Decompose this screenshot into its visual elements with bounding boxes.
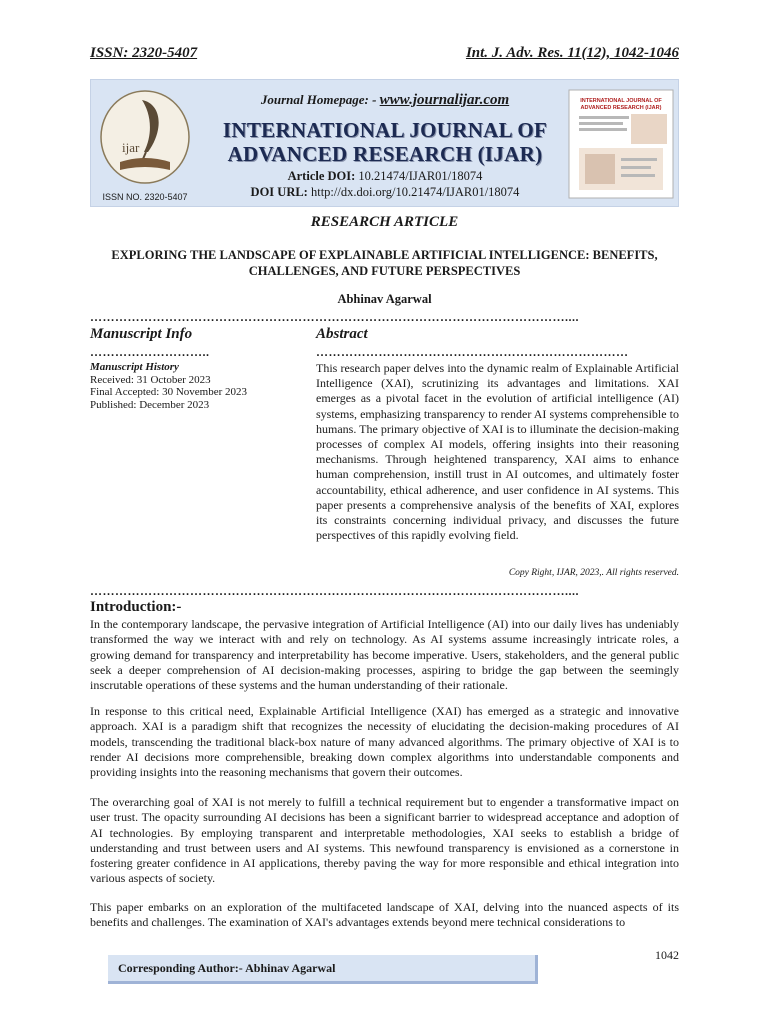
abstract-text: This research paper delves into the dynamic realm of Explainable Artificial Intelligence (XAI), scrutinizing its advantages and limitations. XAI emerges as a pivotal facet in the evolution of artificial intelligence (AI) systems, emphasizing transparency to render AI systems comprehensible to humans. The primary objective of XAI is to illuminate the decision-making processes of complex AI models, offering insights into their reasoning mechanisms. Through heightened transparency, XAI aims to enhance human comprehension, instill trust in AI outcomes, and ultimately foster accountability, ethical adherence, and user confidence in AI systems. This paper presents a comprehensive analysis of the benefits of XAI, explores its constraints concerning individual privacy, and discusses the future perspectives of this rapidly evolving field. [316,361,679,543]
issn-label: ISSN: 2320-5407 [90,45,198,61]
journal-name [205,118,565,166]
homepage-link[interactable]: www.journalijar.com [379,92,510,108]
accepted-date: Final Accepted: 30 November 2023 [90,386,248,398]
paper-title [100,247,669,279]
history-label: Manuscript History [90,361,179,373]
article-type: RESEARCH ARTICLE [310,214,459,230]
published-date: Published: December 2023 [90,398,210,411]
logo-issn: ISSN NO. 2320-5407 [102,192,188,202]
article-doi-label: Article DOI: [287,169,356,183]
doi-url-label: DOI URL: [250,185,308,199]
paper-title-line1: EXPLORING THE LANDSCAPE OF EXPLAINABLE ARTIFICIAL INTELLIGENCE: BENEFITS, [111,248,658,262]
intro-paragraph-2: In response to this critical need, Explainable Artificial Intelligence (XAI) has emerged as a strategic and innovative approach. XAI is a paradigm shift that recognizes the necessity of elucidating the decision-making procedures of AI models, transcending the traditional black-box nature of many advanced algorithms. The primary objective of XAI is to render AI decisions more comprehensible, breaking down complex algorithms into understandable components and providing insights into the reasoning mechanisms that govern their outcomes. [90,704,679,780]
journal-name-line2: ADVANCED RESEARCH (IJAR) [227,142,543,166]
manuscript-history [90,361,305,411]
separator-bottom: …………………………………………………………………………………………………….... [90,586,579,596]
cover-title-line2: ADVANCED RESEARCH (IJAR) [580,105,662,111]
abstract-heading: Abstract [316,326,368,342]
journal-homepage [205,92,565,109]
paper-title-line2: CHALLENGES, AND FUTURE PERSPECTIVES [248,264,521,278]
article-doi: 10.21474/IJAR01/18074 [358,169,483,183]
introduction-heading: Introduction:- [90,599,182,615]
journal-name-line1: INTERNATIONAL JOURNAL OF [222,118,548,142]
intro-paragraph-4: This paper embarks on an exploration of the multifaceted landscape of XAI, delving into the nuanced aspects of its benefits and challenges. The examination of XAI's advantages extends beyond mere technical considerations to [90,900,679,930]
journal-cover-thumbnail [567,88,675,200]
page-number: 1042 [655,948,679,962]
copyright-notice: Copy Right, IJAR, 2023,. All rights reserved. [508,568,679,578]
journal-reference: Int. J. Adv. Res. 11(12), 1042-1046 [465,45,679,61]
ijar-logo [92,82,198,204]
homepage-label: Journal Homepage: - [260,92,377,107]
doi-block [205,168,565,200]
corresponding-author-box: Corresponding Author:- Abhinav Agarwal [108,955,538,984]
manuscript-dots: ……………………….. [90,347,210,357]
cover-title-line1: INTERNATIONAL JOURNAL OF [580,98,662,104]
logo-text: ijar [122,140,140,155]
intro-paragraph-1: In the contemporary landscape, the pervasive integration of Artificial Intelligence (AI) into our daily lives has undeniably transformed the way we interact with and rely on technology. As AI systems assume increasingly intricate roles, a growing demand for transparency and interpretability has become imperative. Users, stakeholders, and the general public seek a deeper comprehension of AI decision-making processes, aspiring to bridge the gap between the seemingly inscrutable operations of these systems and the human understanding of their rationale. [90,617,679,693]
author-name: Abhinav Agarwal [337,292,432,306]
manuscript-info-heading: Manuscript Info [90,326,193,342]
doi-url-link[interactable]: http://dx.doi.org/10.21474/IJAR01/18074 [310,185,520,199]
received-date: Received: 31 October 2023 [90,373,211,386]
separator-top: …………………………………………………………………………………………………….... [90,312,579,322]
intro-paragraph-3: The overarching goal of XAI is not merely to fulfill a technical requirement but to engender a transformative impact on user trust. The opacity surrounding AI decisions has been a significant barrier to widespread acceptance and adoption of AI technologies. By employing transparent and interpretable methodologies, XAI seeks to establish a bridge of understanding and trust between users and AI systems. This newfound transparency is envisioned as a cornerstone in fostering greater confidence in AI applications, thereby paving the way for more responsible and ethical integration into various aspects of society. [90,795,679,886]
abstract-dots: ………………………………………………………………… [316,347,629,357]
